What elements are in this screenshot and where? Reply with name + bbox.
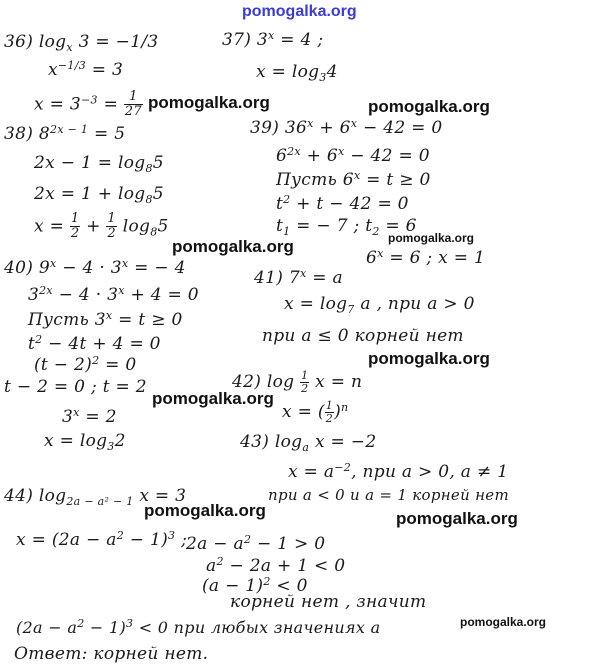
problem-44-line-2: $x = (2a - a^2 - 1)^3$ ; <box>16 529 188 550</box>
problem-39-line-5: $t_1$ = − 7 ; $t_2 = 6$ <box>276 216 417 238</box>
problem-41-line-3: при a ≤ 0 корней нет <box>262 326 464 346</box>
problem-37-line-2: $x = \log_34$ <box>256 62 338 84</box>
problem-40-line-6: t − 2 = 0 ; t = 2 <box>4 377 147 397</box>
problem-40-line-3: Пусть 3$^x$ = t ≥ 0 <box>28 309 183 330</box>
problem-40-line-8: $x = \log_32$ <box>44 431 126 453</box>
problem-39-line-3: Пусть 6$^x$ = t ≥ 0 <box>276 169 431 190</box>
problem-44-line-5: $(a - 1)^2 < 0$ <box>202 575 308 596</box>
problem-36-line-2: $x^{-1/3} = 3$ <box>48 59 124 80</box>
problem-42-line-1: 42) log $\frac{1}{2}$ x = n <box>232 369 363 396</box>
problem-40-line-4: $t^2 - 4t + 4 = 0$ <box>28 333 161 354</box>
problem-38-line-2: $2x - 1 = \log_85$ <box>34 153 164 175</box>
watermark-text: pomogalka.org <box>388 231 475 245</box>
fraction-1-27: $\frac{1}{27}$ <box>124 89 142 120</box>
problem-40-line-5: $(t - 2)^2 = 0$ <box>34 354 137 375</box>
problem-40-line-1: 40) $9^x - 4 \cdot 3^x$ = − 4 <box>4 257 186 278</box>
watermark-text: pomogalka.org <box>368 349 490 368</box>
problem-44-line-7: $(2a - a^2 - 1)^3 < 0$ при любых значениях a <box>16 617 381 637</box>
problem-38-line-4: x = $\frac{1}{2}$ + $\frac{1}{2}$ $\log_85$ <box>34 211 169 242</box>
problem-39-line-6: 6$^x$ = 6 ; x = 1 <box>366 247 486 268</box>
problem-40-line-2: $3^{2x} - 4 \cdot 3^x + 4 = 0$ <box>28 284 199 305</box>
fraction-1-2: $\frac{1}{2}$ <box>107 211 116 242</box>
problem-44-line-6: корней нет , значит <box>230 592 427 612</box>
problem-44-answer: Ответ: корней нет. <box>14 644 209 664</box>
watermark-text: pomogalka.org <box>368 97 490 116</box>
fraction-1-2-base: $\frac{1}{2}$ <box>301 369 309 396</box>
watermark-text: pomogalka.org <box>152 389 274 408</box>
problem-36-line-1: 36) $\log_x 3 = -1/3$ <box>4 32 159 54</box>
watermark-header[interactable]: pomogalka.org <box>242 3 357 20</box>
problem-43-line-3: при a < 0 и a = 1 корней нет <box>268 486 509 504</box>
problem-44-line-3: $2a - a^2 - 1 > 0$ <box>186 533 326 554</box>
problem-41-line-1: 41) 7$^x$ = a <box>254 267 343 288</box>
problem-39-line-4: $t^2 + t - 42 = 0$ <box>276 193 409 214</box>
problem-39-line-1: 39) $36^x + 6^x - 42 = 0$ <box>250 117 443 138</box>
problem-37-line-1: 37) 3$^x$ = 4 ; <box>222 29 324 50</box>
watermark-text: pomogalka.org <box>396 509 518 528</box>
watermark-text: pomogalka.org <box>148 93 270 112</box>
problem-44-line-4: $a^2 - 2a + 1 < 0$ <box>206 555 346 576</box>
fraction-1-2-power: $\frac{1}{2}$ <box>325 399 334 426</box>
problem-43-line-2: $x = a^{-2}$, при a > 0, a ≠ 1 <box>288 461 509 482</box>
fraction-1-2: $\frac{1}{2}$ <box>70 211 80 242</box>
problem-41-line-2: $x = \log_7 a$ , при a > 0 <box>284 294 475 316</box>
problem-38-line-1: 38) $8^{2x - 1} = 5$ <box>4 123 126 144</box>
watermark-text: pomogalka.org <box>172 237 294 256</box>
watermark-text: pomogalka.org <box>144 501 266 520</box>
problem-38-line-3: $2x = 1 + \log_85$ <box>34 184 164 206</box>
problem-43-line-1: 43) $\log_a x = -2$ <box>240 432 377 454</box>
problem-36-line-3: $x = 3^{-3}$ = $\frac{1}{27}$ <box>34 89 142 120</box>
problem-39-line-2: $6^{2x} + 6^x - 42 = 0$ <box>276 145 430 166</box>
problem-42-line-2: x = ( $\frac{1}{2}$ )$^n$ <box>282 399 349 426</box>
problem-40-line-7: 3$^x$ = 2 <box>62 406 117 427</box>
problem-44-line-1: 44) $\log_{2a - a^2 - 1} x = 3$ <box>4 486 187 508</box>
watermark-text: pomogalka.org <box>460 615 547 629</box>
